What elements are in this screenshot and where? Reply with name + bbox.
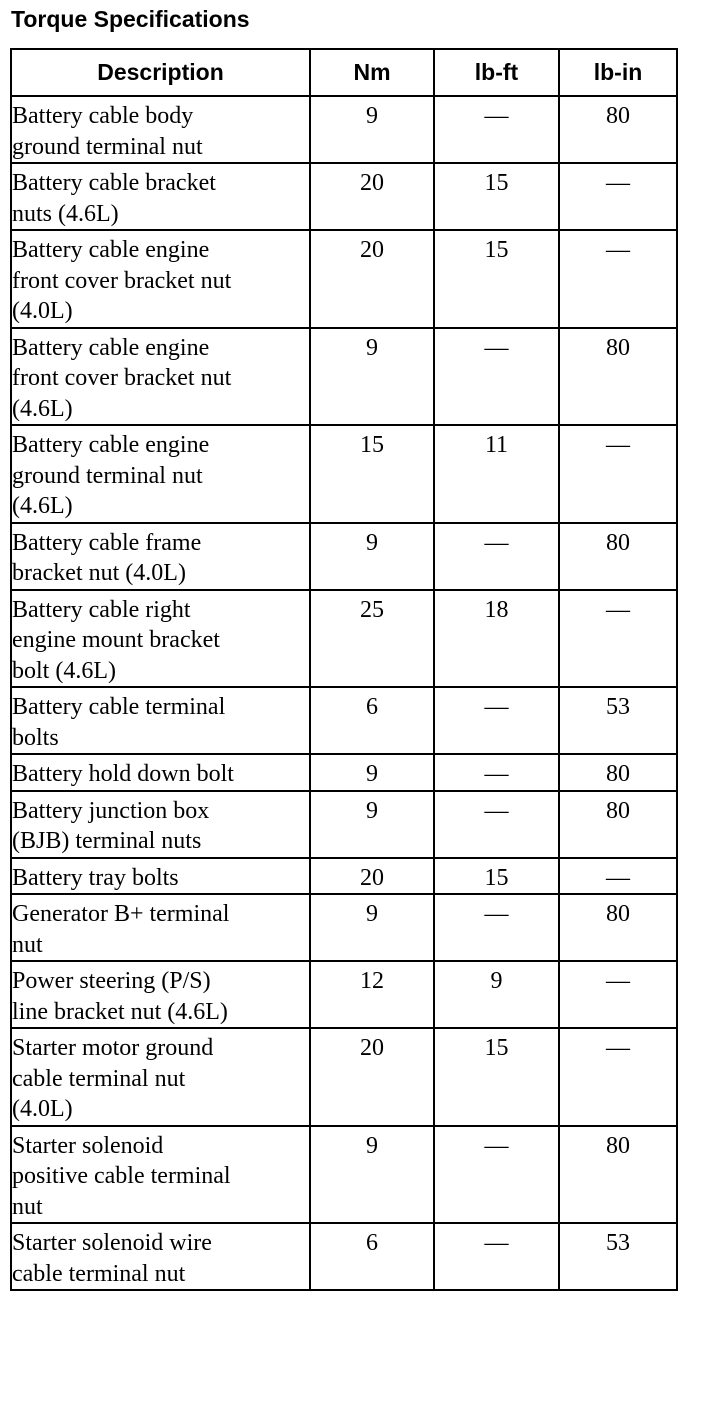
description-line: cable terminal nut xyxy=(12,1260,186,1287)
description-cell xyxy=(11,687,310,754)
lb-ft-cell: — xyxy=(434,687,559,754)
lb-in-cell: 80 xyxy=(559,894,677,961)
description-line: Battery cable body xyxy=(12,103,194,129)
table-row xyxy=(11,163,677,230)
description-line: nut xyxy=(12,931,43,958)
nm-cell: 9 xyxy=(310,96,434,163)
description-line: Battery tray bolts xyxy=(12,864,179,891)
description-cell xyxy=(11,961,310,1028)
lb-ft-cell: 15 xyxy=(434,230,559,328)
nm-cell: 9 xyxy=(310,791,434,858)
nm-cell: 6 xyxy=(310,687,434,754)
lb-ft-cell: 15 xyxy=(434,858,559,895)
lb-ft-cell: 18 xyxy=(434,590,559,688)
description-line: nut xyxy=(12,1193,43,1220)
description-line: Starter solenoid xyxy=(12,1132,164,1159)
description-cell xyxy=(11,328,310,426)
description-line: ground terminal nut xyxy=(12,462,203,489)
lb-in-cell: 80 xyxy=(559,754,677,791)
description-line: bolt (4.6L) xyxy=(12,657,116,684)
description-cell xyxy=(11,425,310,523)
description-line: Battery cable right xyxy=(12,596,191,623)
nm-cell: 9 xyxy=(310,523,434,590)
nm-cell: 12 xyxy=(310,961,434,1028)
nm-cell: 9 xyxy=(310,754,434,791)
nm-cell: 25 xyxy=(310,590,434,688)
column-header-nm: Nm xyxy=(310,49,434,96)
description-line: line bracket nut (4.6L) xyxy=(12,998,228,1025)
description-line: ground terminal nut xyxy=(12,133,203,160)
description-line: (4.6L) xyxy=(12,395,73,422)
lb-in-cell: — xyxy=(559,1028,677,1126)
lb-ft-cell: — xyxy=(434,894,559,961)
description-line: front cover bracket nut xyxy=(12,365,232,391)
table-row xyxy=(11,858,677,895)
description-line: cable terminal nut xyxy=(12,1065,186,1092)
table-header-row xyxy=(11,49,677,96)
description-line: Battery cable engine xyxy=(12,237,210,263)
table-row xyxy=(11,590,677,688)
table-row xyxy=(11,961,677,1028)
nm-cell: 20 xyxy=(310,1028,434,1126)
description-line: Battery hold down bolt xyxy=(12,761,234,787)
description-cell xyxy=(11,523,310,590)
description-line: (4.0L) xyxy=(12,298,73,324)
table-row xyxy=(11,1223,677,1290)
description-line: front cover bracket nut xyxy=(12,267,232,294)
description-line: Generator B+ terminal xyxy=(12,901,230,927)
nm-cell: 9 xyxy=(310,328,434,426)
table-row xyxy=(11,328,677,426)
torque-specifications-table xyxy=(10,48,678,1291)
description-line: engine mount bracket xyxy=(12,627,220,653)
page-title: Torque Specifications xyxy=(11,6,250,32)
nm-cell: 20 xyxy=(310,163,434,230)
lb-in-cell: 80 xyxy=(559,523,677,590)
column-header-description: Description xyxy=(11,49,310,96)
lb-in-cell: 80 xyxy=(559,1126,677,1224)
table-row xyxy=(11,791,677,858)
lb-in-cell: 80 xyxy=(559,328,677,426)
lb-in-cell: — xyxy=(559,230,677,328)
description-line: Battery cable engine xyxy=(12,334,210,361)
description-line: Battery cable engine xyxy=(12,432,210,458)
table-row xyxy=(11,687,677,754)
description-cell xyxy=(11,230,310,328)
lb-in-cell: — xyxy=(559,858,677,895)
nm-cell: 15 xyxy=(310,425,434,523)
lb-ft-cell: — xyxy=(434,96,559,163)
lb-in-cell: 80 xyxy=(559,791,677,858)
nm-cell: 6 xyxy=(310,1223,434,1290)
description-line: Battery cable frame xyxy=(12,529,202,556)
lb-ft-cell: 9 xyxy=(434,961,559,1028)
lb-ft-cell: — xyxy=(434,523,559,590)
column-header-lb-in: lb-in xyxy=(559,49,677,96)
table-row xyxy=(11,230,677,328)
description-cell xyxy=(11,1028,310,1126)
description-line: bolts xyxy=(12,724,59,751)
lb-ft-cell: — xyxy=(434,754,559,791)
description-line: bracket nut (4.0L) xyxy=(12,560,186,586)
description-cell xyxy=(11,754,310,791)
nm-cell: 20 xyxy=(310,858,434,895)
lb-in-cell: 80 xyxy=(559,96,677,163)
table-row xyxy=(11,1126,677,1224)
description-line: Starter motor ground xyxy=(12,1035,214,1061)
description-line: Battery cable terminal xyxy=(12,694,226,720)
description-cell xyxy=(11,858,310,895)
description-line: Battery cable bracket xyxy=(12,170,216,196)
description-line: positive cable terminal xyxy=(12,1163,231,1189)
lb-in-cell: 53 xyxy=(559,1223,677,1290)
nm-cell: 20 xyxy=(310,230,434,328)
table-row xyxy=(11,1028,677,1126)
lb-ft-cell: — xyxy=(434,1126,559,1224)
lb-ft-cell: 11 xyxy=(434,425,559,523)
column-header-lb-ft: lb-ft xyxy=(434,49,559,96)
description-cell xyxy=(11,163,310,230)
nm-cell: 9 xyxy=(310,894,434,961)
lb-in-cell: 53 xyxy=(559,687,677,754)
description-cell xyxy=(11,1126,310,1224)
table-row xyxy=(11,96,677,163)
description-line: Power steering (P/S) xyxy=(12,968,211,994)
table-row xyxy=(11,894,677,961)
table-row xyxy=(11,754,677,791)
description-cell xyxy=(11,1223,310,1290)
table-row xyxy=(11,523,677,590)
lb-ft-cell: — xyxy=(434,791,559,858)
lb-ft-cell: — xyxy=(434,328,559,426)
lb-ft-cell: 15 xyxy=(434,1028,559,1126)
description-cell xyxy=(11,96,310,163)
description-line: (4.0L) xyxy=(12,1096,73,1122)
nm-cell: 9 xyxy=(310,1126,434,1224)
description-cell xyxy=(11,590,310,688)
description-line: Battery junction box xyxy=(12,797,210,824)
description-line: (BJB) terminal nuts xyxy=(12,828,202,854)
lb-ft-cell: — xyxy=(434,1223,559,1290)
lb-in-cell: — xyxy=(559,961,677,1028)
lb-in-cell: — xyxy=(559,590,677,688)
table-row xyxy=(11,425,677,523)
lb-in-cell: — xyxy=(559,163,677,230)
description-cell xyxy=(11,791,310,858)
description-line: nuts (4.6L) xyxy=(12,200,119,227)
description-cell xyxy=(11,894,310,961)
lb-in-cell: — xyxy=(559,425,677,523)
description-line: Starter solenoid wire xyxy=(12,1230,212,1256)
lb-ft-cell: 15 xyxy=(434,163,559,230)
table-body xyxy=(11,96,677,1290)
description-line: (4.6L) xyxy=(12,493,73,519)
